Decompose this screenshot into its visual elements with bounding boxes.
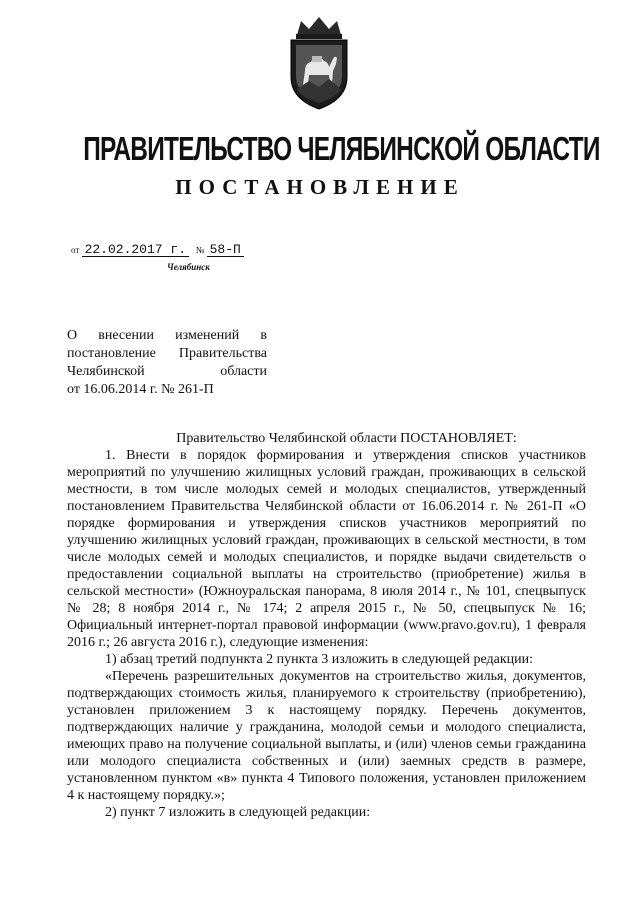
subject-line-3: Челябинской области (67, 364, 267, 379)
paragraph-4: 2) пункт 7 изложить в следующей редакции: (105, 805, 371, 820)
date-prefix: от (71, 245, 80, 255)
subject-line-2: постановление Правительства (67, 346, 267, 361)
paragraph-2: 1) абзац третий подпункта 2 пункта 3 изложить в следующей редакции: (105, 652, 534, 667)
document-subject (67, 327, 267, 399)
document-body (67, 430, 586, 821)
document-date: 22.02.2017 г. (82, 244, 189, 257)
paragraph-3: «Перечень разрешительных документов на строительство жилья, документов, подтверждающих стоимость жилья, планируемого к строительству (приобретению), установлен приложением 3 к настоящему порядку. Перечень документов, подтверждающих наличие у гражданина, молодой семьи и молодого специалиста, имеющих право на получение социальной выплаты, и (или) членов семьи гражданина или молодого специалиста собственных и (или) заемных средств в размере, установленном пунктом «в» пункта 4 Типового положения, установлен приложением 4 к настоящему порядку.»; (67, 669, 586, 803)
paragraph-1: 1. Внести в порядок формирования и утверждения списков участников мероприятий по улучшению жилищных условий граждан, проживающих в сельской местности, в том числе молодых семей и молодых специалистов, утвержденный постановлением Правительства Челябинской области от 16.06.2014 г. № 261-П «О порядке формирования и утверждения списков участников мероприятий по улучшению жилищных условий граждан, проживающих в сельской местности, в том числе молодых семей и молодых специалистов, и порядке выдачи свидетельств о предоставлении социальной выплаты на строительство (приобретение) жилья в сельской местности» (Южноуральская панорама, 8 июля 2014 г., № 101, спецвыпуск № 28; 8 ноября 2014 г., № 174; 2 апреля 2015 г., № 50, спецвыпуск № 16; Официальный интернет-портал правовой информации (www.pravo.gov.ru), 1 февраля 2016 г.; 26 августа 2016 г.), следующие изменения: (67, 448, 586, 650)
resolution-intro: Правительство Челябинской области ПОСТАНОВЛЯЕТ: (176, 431, 517, 446)
coat-of-arms-icon (279, 15, 359, 111)
document-number: 58-П (207, 244, 244, 257)
subject-line-1: О внесении изменений в (67, 328, 267, 343)
document-type-title: ПОСТАНОВЛЕНИЕ (175, 175, 465, 199)
number-prefix: № (195, 245, 205, 255)
subject-line-4: от 16.06.2014 г. № 261-П (67, 382, 214, 397)
city-label: Челябинск (167, 262, 210, 272)
government-title: ПРАВИТЕЛЬСТВО ЧЕЛЯБИНСКОЙ ОБЛАСТИ (83, 130, 600, 167)
date-number-row (71, 244, 244, 257)
